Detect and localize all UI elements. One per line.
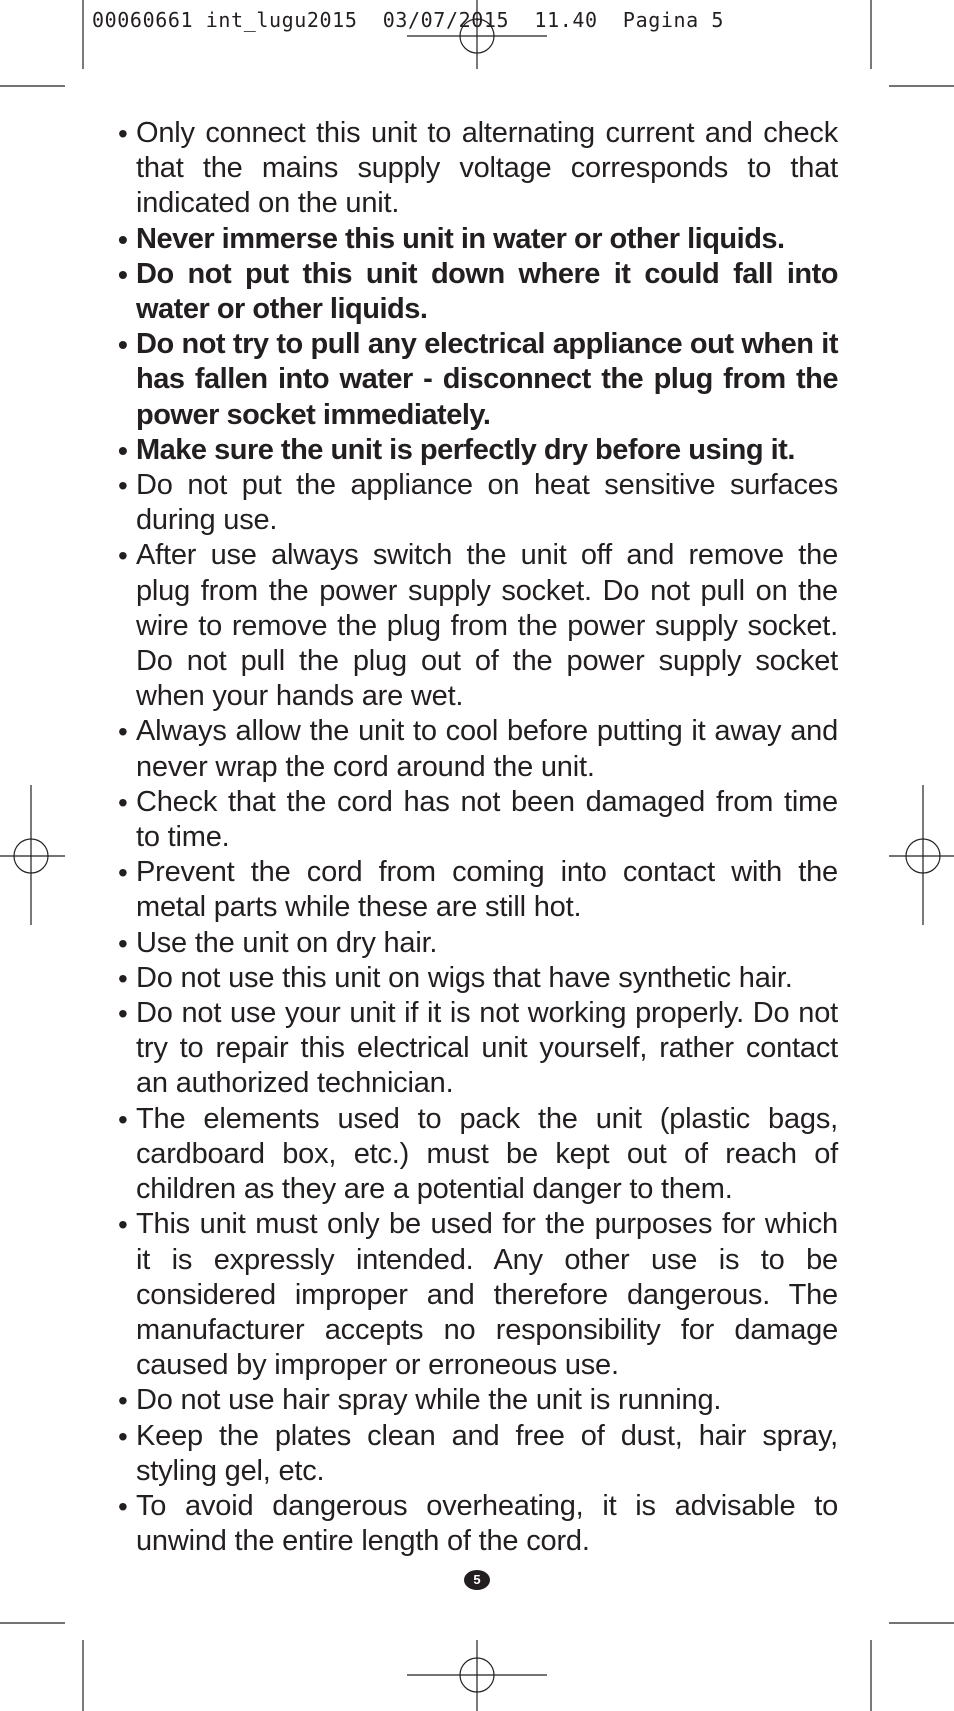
instruction-item [118, 327, 838, 433]
instruction-item [118, 1489, 838, 1559]
instruction-item [118, 222, 838, 257]
instruction-item [118, 1207, 838, 1383]
crop-mark-bottom-left [0, 1623, 83, 1711]
instruction-item [118, 257, 838, 327]
instruction-text: • Do not try to pull any electrical appliance out when it has fallen into water - disconnect the plug from the power socket immediately. [136, 328, 838, 431]
instruction-text: • Do not put this unit down where it could fall into water or other liquids. [136, 257, 838, 326]
crop-mark-top-right [871, 0, 954, 86]
instruction-item [118, 855, 838, 925]
instruction-text: • Only connect this unit to alternating current and check that the mains supply voltage corresponds to that indicated on the unit. [136, 117, 838, 220]
print-slug: 00060661 int_lugu2015 03/07/2015 11.40 Pagina 5 [92, 8, 725, 32]
page-number-badge: 5 [464, 1570, 490, 1590]
instruction-text: • Do not use this unit on wigs that have synthetic hair. [136, 961, 793, 994]
instruction-item [118, 1102, 838, 1208]
instruction-text: • Keep the plates clean and free of dust, hair spray, styling gel, etc. [136, 1419, 838, 1487]
crop-mark-bottom-right [871, 1623, 954, 1711]
instruction-text: • After use always switch the unit off and remove the plug from the power supply socket. Do not pull on the wire to remove the plug from the power supply socket. Do not pull the plug out of the power supply socket when your hands are wet. [136, 539, 838, 713]
instruction-text: • Do not use your unit if it is not working properly. Do not try to repair this electrical unit yourself, rather contact an authorized technician. [136, 997, 838, 1100]
instruction-item [118, 714, 838, 784]
safety-instructions-list [118, 116, 838, 1559]
registration-mark-right [889, 785, 954, 925]
instruction-item [118, 1383, 838, 1418]
instruction-item [118, 468, 838, 538]
registration-mark-bottom [407, 1640, 547, 1711]
instruction-text: • Do not put the appliance on heat sensitive surfaces during use. [136, 469, 838, 537]
instruction-text: • Check that the cord has not been damaged from time to time. [136, 785, 838, 854]
instruction-item [118, 961, 838, 996]
instruction-text: • Use the unit on dry hair. [136, 926, 438, 959]
instruction-item [118, 1419, 838, 1489]
instruction-item [118, 926, 838, 961]
instruction-item [118, 785, 838, 855]
instruction-item [118, 116, 838, 222]
registration-mark-left [0, 785, 65, 925]
instruction-item [118, 996, 838, 1102]
instruction-text: • Never immerse this unit in water or other liquids. [136, 222, 785, 255]
instruction-text: • Make sure the unit is perfectly dry before using it. [136, 433, 795, 466]
instruction-text: • Prevent the cord from coming into contact with the metal parts while these are still hot. [136, 856, 838, 924]
instruction-text: • This unit must only be used for the purposes for which it is expressly intended. Any other use is to be considered improper and therefore dangerous. The manufacturer accepts no responsibility for damage caused by improper or erroneous use. [136, 1208, 838, 1382]
crop-mark-top-left [0, 0, 83, 86]
instruction-text: • Always allow the unit to cool before putting it away and never wrap the cord around the unit. [136, 715, 838, 783]
instruction-item [118, 538, 838, 714]
instruction-text: • Do not use hair spray while the unit is running. [136, 1384, 722, 1417]
instruction-text: • To avoid dangerous overheating, it is advisable to unwind the entire length of the cord. [136, 1489, 838, 1558]
instruction-text: • The elements used to pack the unit (plastic bags, cardboard box, etc.) must be kept out of reach of children as they are a potential danger to them. [136, 1102, 838, 1206]
instruction-item [118, 433, 838, 468]
